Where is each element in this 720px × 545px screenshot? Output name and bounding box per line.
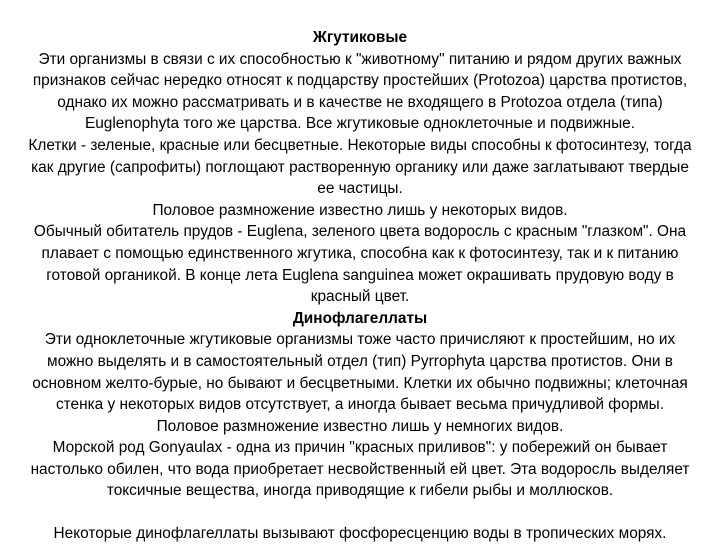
paragraph: Обычный обитатель прудов - Euglena, зеленого цвета водоросль с красным "глазком". Она плавает с помощью единственного жгутика, способна как к фотосинтезу, так и к питанию готовой органикой. В конце лета Euglena sanguinea может окрашивать прудовую воду в красный цвет. [33,223,687,306]
section-dinoflagellates [26,308,694,502]
section-flagellates [26,27,694,308]
paragraph: Эти одноклеточные жгутиковые организмы тоже часто причисляют к простейшим, но их можно выделять и в самостоятельный отдел (тип) Pyrrophyta царства протистов. Они в основном желто-бурые, но бывают и бесцветными. Клетки их обычно подвижны; клеточная стенка у некоторых видов отсутствует, а иногда бывает весьма причудливой формы. Половое размножение известно лишь у немногих видов. [32,331,688,435]
section-heading: Жгутиковые [312,29,408,46]
spacer [26,502,694,523]
paragraph: Клетки - зеленые, красные или бесцветные. Некоторые виды способны к фотосинтезу, тогда как другие (сапрофиты) поглощают растворенную органику или даже заглатывают твердые ее частицы. [28,136,692,198]
paragraph: Морской род Gonyaulax - одна из причин "красных приливов": у побережий он бывает настолько обилен, что вода приобретает несвойственный ей цвет. Эта водоросль выделяет токсичные вещества, иногда приводящие к гибели рыбы и моллюсков. [30,439,690,500]
closing-note: Некоторые динофлагеллаты вызывают фосфоресценцию воды в тропических морях. [53,525,667,543]
section-heading: Динофлагеллаты [292,309,428,327]
paragraph: Эти организмы в связи с их способностью к "животному" питанию и рядом других важных признаков сейчас нередко относят к подцарству простейших (Protozoa) царства протистов, однако их можно рассматривать и в качестве не входящего в Protozoa отдела (типа) Euglenophyta того же царства. Все жгутиковые одноклеточные и подвижные. [32,50,688,133]
paragraph: Половое размножение известно лишь у некоторых видов. [152,201,568,219]
